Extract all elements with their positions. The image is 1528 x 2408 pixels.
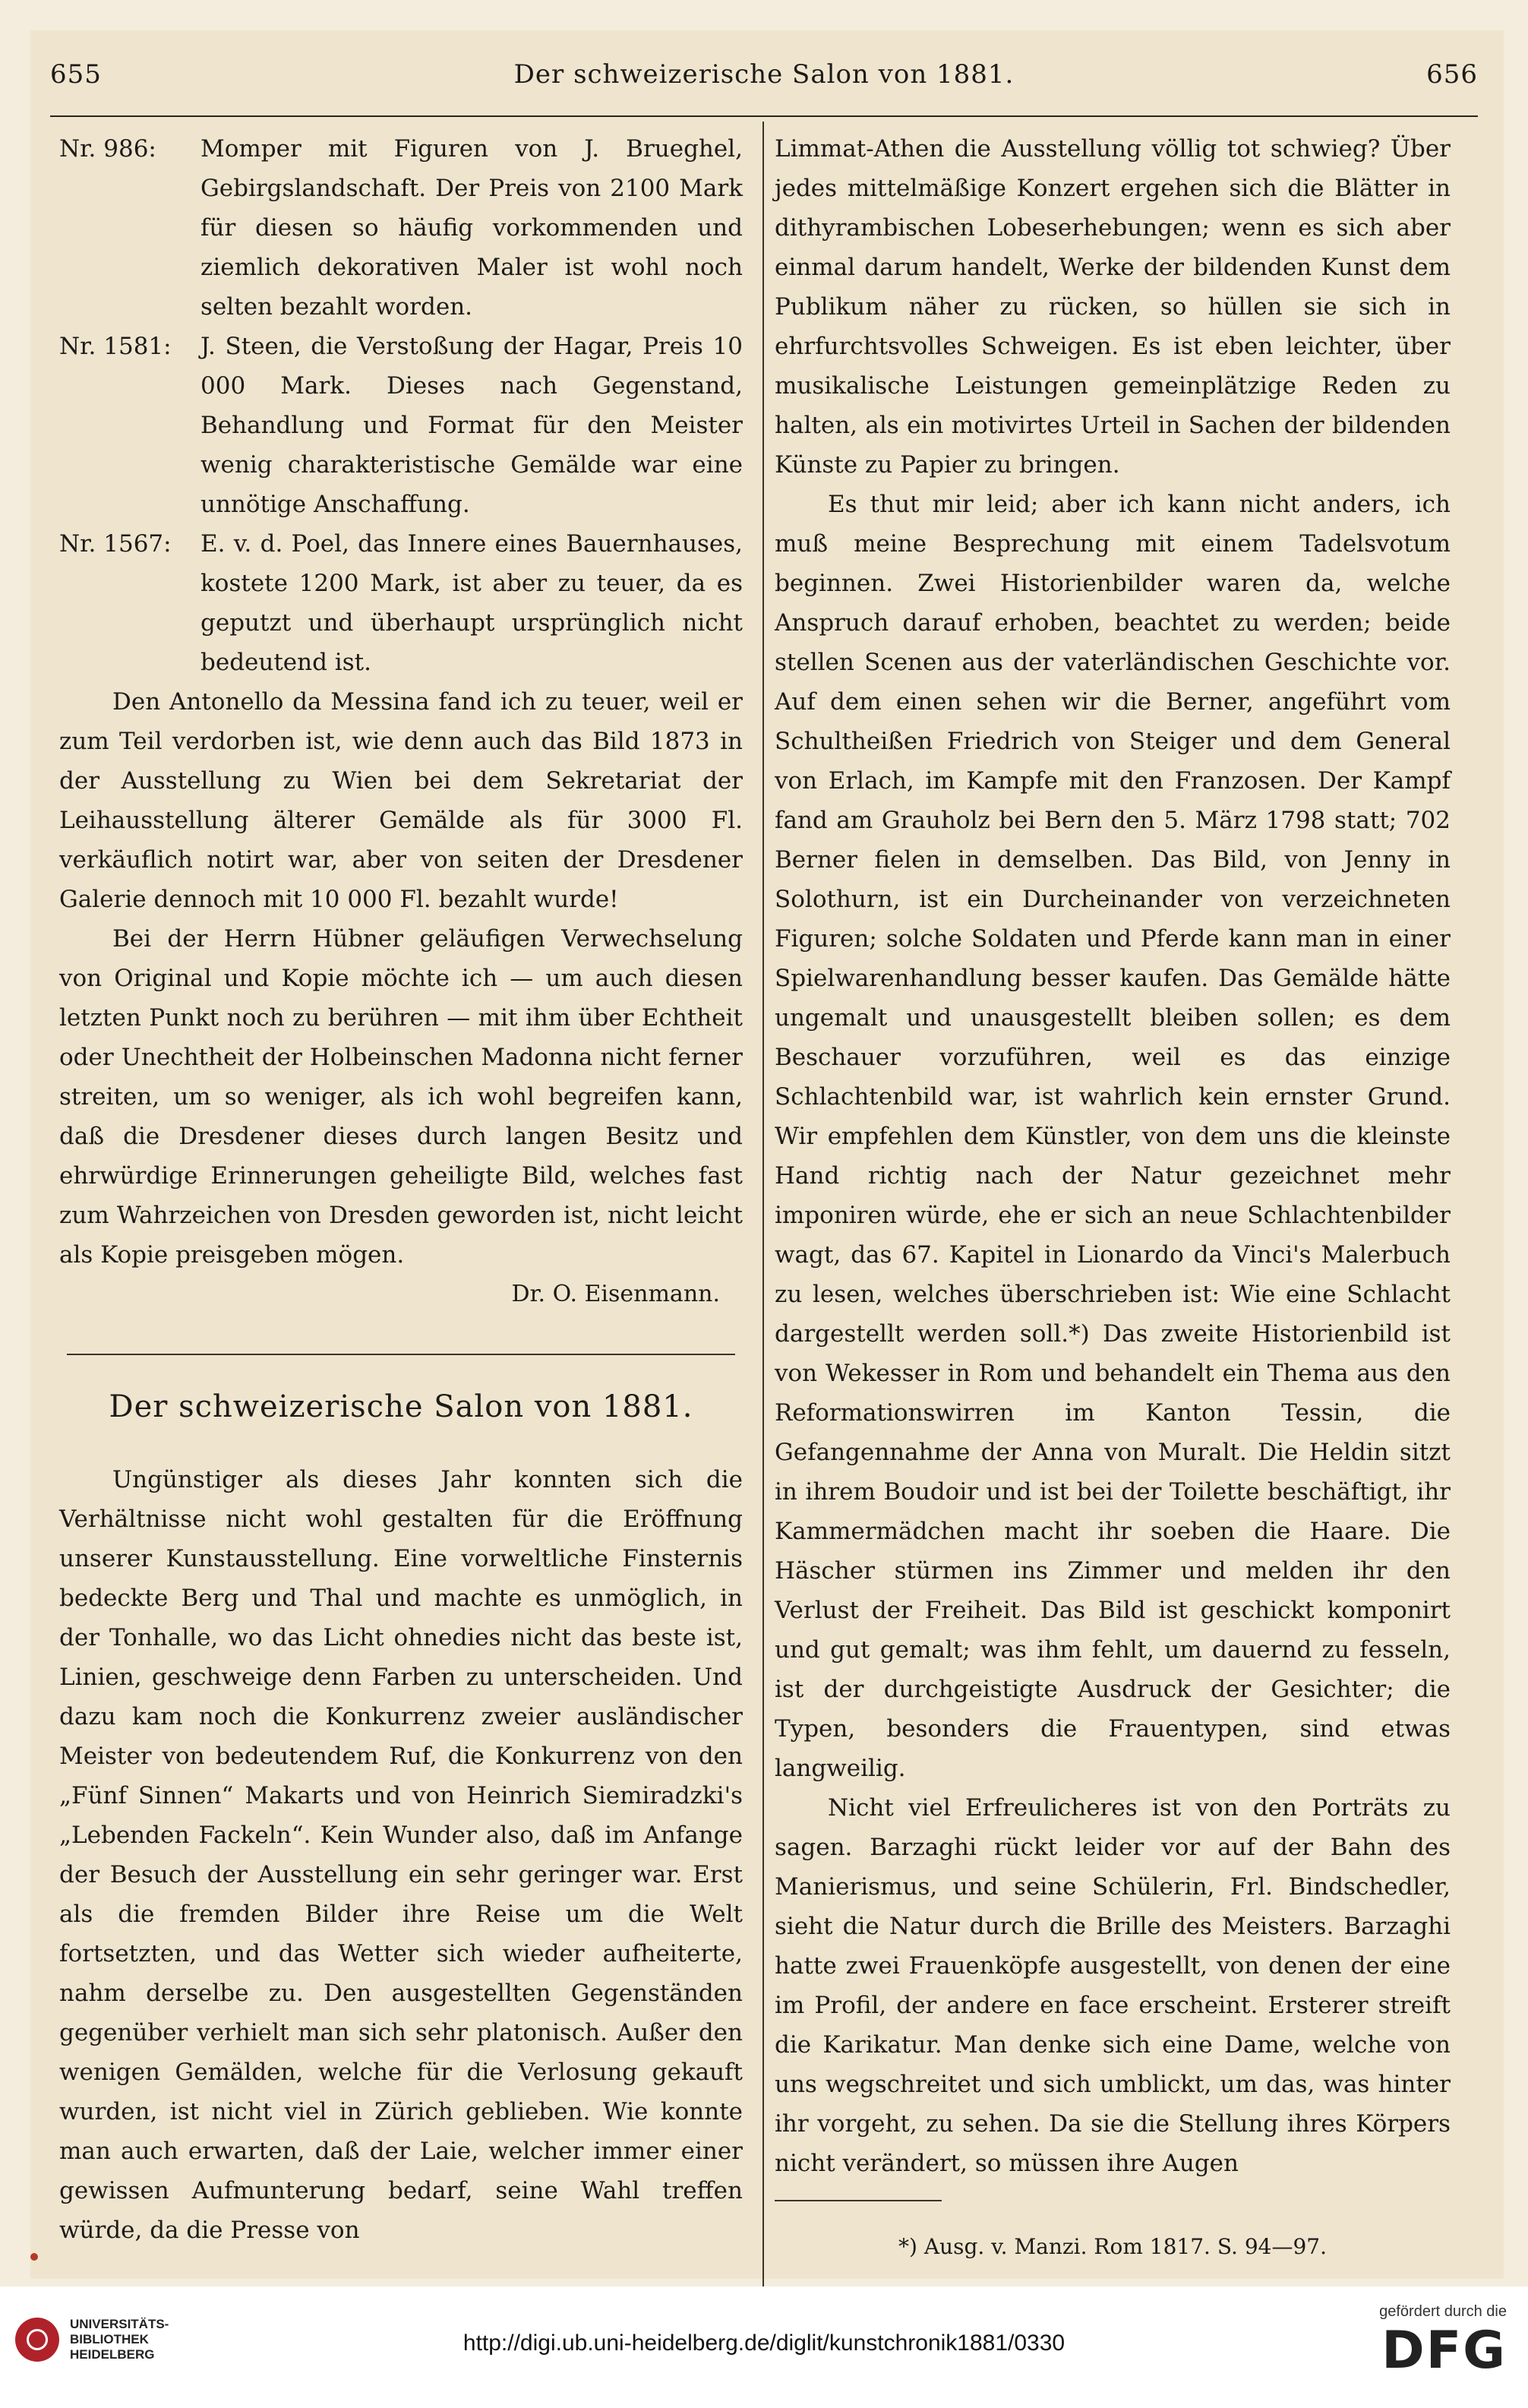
paragraph: Bei der Herrn Hübner geläufigen Verwechselung von Original und Kopie möchte ich — um auch diesen letzten Punkt noch zu berühren — mit ihm über Echtheit oder Unechtheit der Holbeinschen Madonna nicht ferner streiten, um so weniger, als ich wohl begreifen kann, daß die Dresdener dieses durch langen Besitz und ehrwürdige Erinnerungen geheiligte Bild, welches fast zum Wahrzeichen von Dresden geworden ist, nicht leicht als Kopie preisgeben mögen. (59, 925, 743, 1269)
right-column (775, 129, 1451, 2262)
paragraph: Ungünstiger als dieses Jahr konnten sich die Verhältnisse nicht wohl gestalten für die Eröffnung unserer Kunstausstellung. Eine vorweltliche Finsternis bedeckte Berg und Thal und machte es unmöglich, in der Tonhalle, wo das Licht ohnedies nicht das beste ist, Linien, geschweige denn Farben zu unterscheiden. Und dazu kam noch die Konkurrenz zweier ausländischer Meister von bedeutendem Ruf, die Konkurrenz von den „Fünf Sinnen“ Makarts und von Heinrich Siemiradzki's „Lebenden Fackeln“. Kein Wunder also, daß im Anfange der Besuch der Ausstellung ein sehr geringer war. Erst als die fremden Bilder ihre Reise um die Welt fortsetzten, und das Wetter sich wieder aufheiterte, nahm derselbe zu. Den ausgestellten Gegenständen gegenüber verhielt man sich sehr platonisch. Außer den wenigen Gemälden, welche für die Verlosung gekauft wurden, ist nicht viel in Zürich geblieben. Wie konnte man auch erwarten, daß der Laie, welcher immer einer gewissen Aufmunterung bedarf, seine Wahl treffen würde, da die Presse von (59, 1466, 743, 2244)
entry-text: Momper mit Figuren von J. Brueghel, Gebirgslandschaft. Der Preis von 2100 Mark für diesen so häufig vorkommenden und ziemlich dekorativen Maler ist wohl noch selten bezahlt worden. (200, 135, 743, 321)
entry-number: Nr. 1581: (59, 333, 172, 360)
library-name: UNIVERSITÄTS- BIBLIOTHEK HEIDELBERG (70, 2317, 169, 2362)
ink-speck (30, 2253, 38, 2261)
header-rule (50, 115, 1478, 117)
author-signature: Dr. O. Eisenmann. (511, 1281, 720, 1307)
dfg-logo[interactable] (1379, 2303, 1507, 2381)
catalog-entry (59, 327, 743, 524)
paragraph: Nicht viel Erfreulicheres ist von den Porträts zu sagen. Barzaghi rückt leider vor auf der Bahn des Manierismus, und seine Schülerin, Frl. Bindschedler, sieht die Natur durch die Brille des Meisters. Barzaghi hatte zwei Frauenköpfe ausgestellt, von denen der eine im Profil, der andere en face erscheint. Ersterer streift die Karikatur. Man denke sich eine Dame, welche von uns wegschreitet und sich umblickt, um das, was hinter ihr vorgeht, zu sehen. Da sie die Stellung ihres Körpers nicht verändert, so müssen ihre Augen (775, 1794, 1451, 2177)
footnote-rule (775, 2200, 942, 2201)
page-number-left: 655 (50, 59, 102, 90)
page-number-right: 656 (1426, 59, 1478, 90)
paragraph: Limmat-Athen die Ausstellung völlig tot schwieg? Über jedes mittelmäßige Konzert ergehen sich die Blätter in dithyrambischen Lobeserhebungen; wenn es sich aber einmal darum handelt, Werke der bildenden Kunst dem Publikum näher zu rücken, so hüllen sie sich in ehrfurchtsvolles Schweigen. Es ist eben leichter, über musikalische Leistungen gemeinplätzige Reden zu halten, als ein motivirtes Urteil in Sachen der bildenden Künste zu Papier zu bringen. (775, 135, 1451, 479)
left-column (59, 129, 743, 2250)
section-title: Der schweizerische Salon von 1881. (109, 1389, 693, 1424)
entry-number: Nr. 986: (59, 135, 156, 163)
paragraph: Den Antonello da Messina fand ich zu teuer, weil er zum Teil verdorben ist, wie denn auch das Bild 1873 in der Ausstellung zu Wien bei dem Sekretariat der Leihausstellung älterer Gemälde als für 3000 Fl. verkäuflich notirt war, aber von seiten der Dresdener Galerie dennoch mit 10 000 Fl. bezahlt wurde! (59, 688, 743, 913)
catalog-entry (59, 524, 743, 682)
catalog-entry (59, 129, 743, 327)
funding-note: gefördert durch die (1379, 2303, 1507, 2320)
entry-text: J. Steen, die Verstoßung der Hagar, Preis 10 000 Mark. Dieses nach Gegenstand, Behandlung und Format für den Meister wenig charakteristische Gemälde war eine unnötige Anschaffung. (200, 333, 743, 518)
section-rule (67, 1354, 735, 1355)
paragraph: Es thut mir leid; aber ich kann nicht anders, ich muß meine Besprechung mit einem Tadelsvotum beginnen. Zwei Historienbilder waren da, welche Anspruch darauf erhoben, beachtet zu werden; beide stellen Scenen aus der vaterländischen Geschichte vor. Auf dem einen sehen wir die Berner, angeführt vom Schultheißen Friedrich von Steiger und dem General von Erlach, im Kampfe mit den Franzosen. Der Kampf fand am Grauholz bei Bern den 5. März 1798 statt; 702 Berner fielen in demselben. Das Bild, von Jenny in Solothurn, ist ein Durcheinander von verzeichneten Figuren; solche Soldaten und Pferde kann man in einer Spielwarenhandlung besser kaufen. Das Gemälde hätte ungemalt und unausgestellt bleiben sollen; es dem Beschauer vorzuführen, weil es das einzige Schlachtenbild war, ist wahrlich kein ernster Grund. Wir empfehlen dem Künstler, von dem uns die kleinste Hand richtig nach der Natur gezeichnet mehr imponiren würde, ehe er sich an neue Schlachtenbilder wagt, das 67. Kapitel in Lionardo da Vinci's Malerbuch zu lesen, welches überschrieben ist: Wie eine Schlacht dargestellt werden soll.*) Das zweite Historienbild ist von Wekesser in Rom und behandelt ein Thema aus den Reformationswirren im Kanton Tessin, die Gefangennahme der Anna von Muralt. Die Heldin sitzt in ihrem Boudoir und ist bei der Toilette beschäftigt, ihr Kammermädchen macht ihr soeben die Haare. Die Häscher stürmen ins Zimmer und melden ihr den Verlust der Freiheit. Das Bild ist geschickt komponirt und gut gemalt; was ihm fehlt, um dauernd zu fesseln, ist der durchgeistigte Ausdruck der Gesichter; die Typen, besonders die Frauentypen, sind etwas langweilig. (775, 491, 1451, 1782)
column-divider (762, 122, 764, 2302)
footnote: *) Ausg. v. Manzi. Rom 1817. S. 94—97. (898, 2234, 1327, 2259)
entry-number: Nr. 1567: (59, 530, 172, 558)
running-header (50, 59, 1478, 105)
permalink-url[interactable]: http://digi.ub.uni-heidelberg.de/diglit/kunstchronik1881/0330 (463, 2331, 1065, 2356)
dfg-wordmark: DFG (1381, 2321, 1507, 2381)
entry-text: E. v. d. Poel, das Innere eines Bauernhauses, kostete 1200 Mark, ist aber zu teuer, da es geputzt und überhaupt ursprünglich nicht bedeutend ist. (200, 530, 743, 676)
viewer-footer (0, 2286, 1528, 2408)
running-title: Der schweizerische Salon von 1881. (513, 59, 1015, 90)
